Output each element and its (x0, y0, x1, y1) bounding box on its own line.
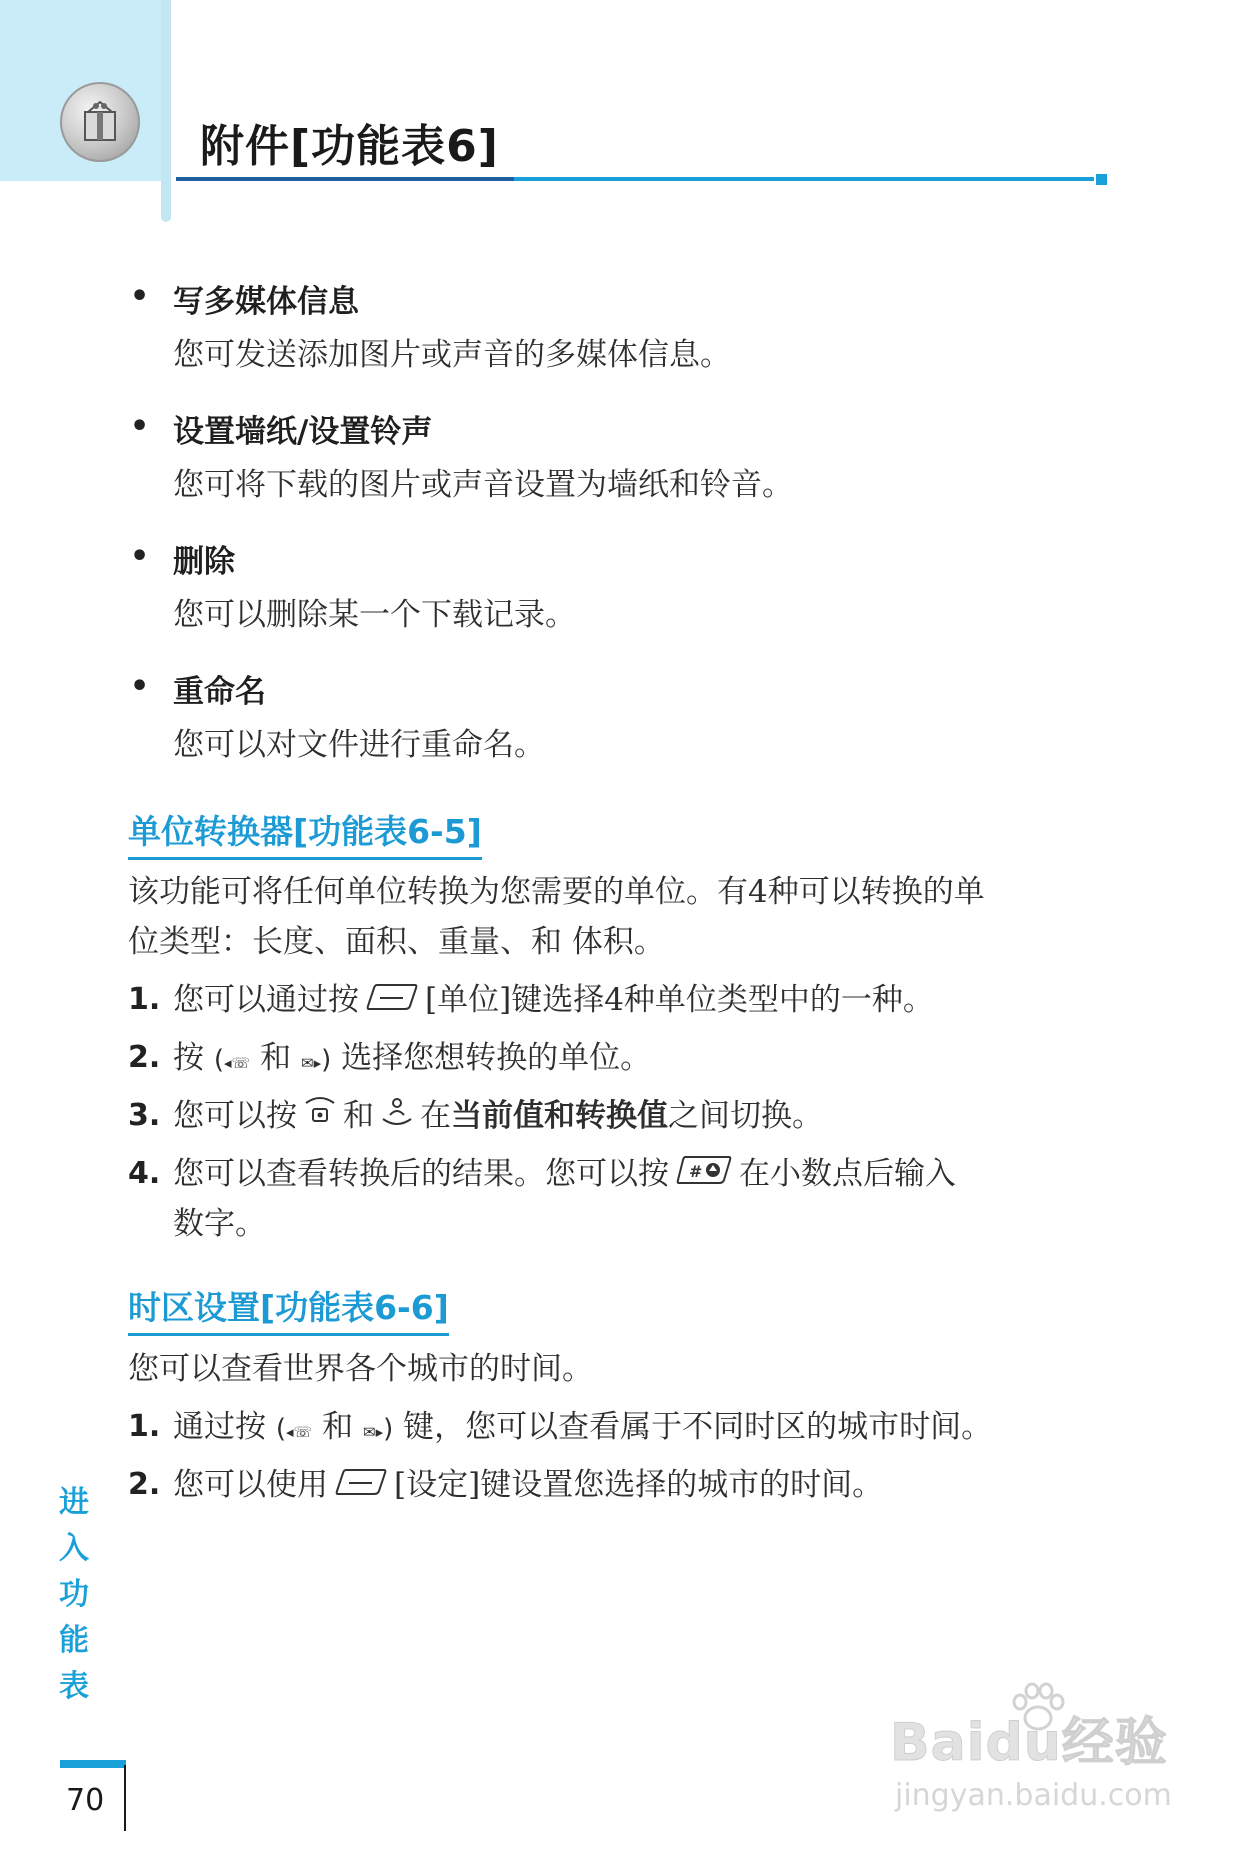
accessories-gift-icon (60, 82, 140, 162)
step-text: [设定]键设置您选择的城市的时间。 (394, 1467, 884, 1503)
bullet-icon: • (130, 539, 150, 574)
nav-up-phonebook-icon (303, 1093, 337, 1143)
intro-line: 位类型：长度、面积、重量、和 体积。 (128, 924, 665, 960)
step-text: 之间切换。 (668, 1098, 823, 1134)
time-zone-intro: 您可以查看世界各个城市的时间。 (128, 1351, 593, 1387)
step-text: 选择您想转换的单位。 (341, 1040, 652, 1076)
side-chapter-label: 进入功能表 (59, 1485, 89, 1704)
step-text: 您可以通过按 (173, 982, 359, 1018)
step-text: 在 (420, 1098, 451, 1134)
intro-line: 该功能可将任何单位转换为您需要的单位。有4种可以转换的单 (128, 874, 985, 910)
step-text: 键，您可以查看属于不同时区的城市时间。 (403, 1409, 993, 1445)
step-text-and: 和 (260, 1040, 292, 1076)
section-heading-time-zone: 时区设置[功能表6-6] (128, 1282, 449, 1336)
step-text: 您可以查看转换后的结果。您可以按 (173, 1156, 669, 1192)
list-item-title: 设置墙纸/设置铃声 (173, 414, 433, 450)
step-text: 您可以按 (173, 1098, 297, 1134)
nav-right-key-icon: ✉▸) (363, 1414, 394, 1444)
page-title: 附件[功能表6] (200, 121, 499, 172)
step-number: 1. (128, 1409, 161, 1444)
step-text: 通过按 (173, 1409, 266, 1445)
nav-left-key-icon: (◂☏ (213, 1045, 251, 1075)
step-text: 您可以使用 (173, 1467, 328, 1503)
page-number: 70 (66, 1783, 105, 1818)
list-item-description: 您可以删除某一个下载记录。 (173, 597, 576, 633)
left-soft-key-icon (334, 1463, 388, 1511)
nav-right-key-icon: ✉▸) (301, 1045, 332, 1075)
header-side-strip (161, 0, 171, 222)
title-underline-end-square (1096, 174, 1107, 185)
list-item-description: 您可以对文件进行重命名。 (173, 727, 545, 763)
bullet-icon: • (130, 669, 150, 704)
bullet-icon: • (130, 279, 150, 314)
step-number: 2. (128, 1467, 161, 1502)
list-item-description: 您可将下载的图片或声音设置为墙纸和铃音。 (173, 467, 793, 503)
step-number: 2. (128, 1040, 161, 1075)
page-number-bar (60, 1760, 126, 1768)
bullet-icon: • (130, 409, 150, 444)
step-text: 数字。 (173, 1205, 266, 1242)
unit-converter-intro (128, 867, 1088, 967)
nav-left-key-icon: (◂☏ (275, 1414, 313, 1444)
list-item-title: 删除 (173, 544, 235, 580)
step-text-bold: 当前值和转换值 (451, 1098, 668, 1134)
title-underline-accent (176, 177, 514, 181)
svg-text:#: # (689, 1161, 703, 1181)
step-text: [单位]键选择4种单位类型中的一种。 (425, 982, 934, 1018)
list-item-title: 重命名 (173, 674, 266, 710)
step-number: 3. (128, 1098, 161, 1133)
nav-down-profile-icon (380, 1093, 414, 1143)
list-item-title: 写多媒体信息 (173, 284, 359, 320)
step-text-and: 和 (343, 1098, 374, 1134)
step-number: 1. (128, 982, 161, 1017)
list-item-description: 您可发送添加图片或声音的多媒体信息。 (173, 337, 731, 373)
section-heading-unit-converter: 单位转换器[功能表6-5] (128, 806, 482, 860)
left-soft-key-icon (365, 978, 419, 1026)
page-number-divider (124, 1765, 126, 1831)
step-number: 4. (128, 1156, 161, 1191)
step-text: 按 (173, 1040, 204, 1076)
step-text-and: 和 (322, 1409, 354, 1445)
step-text: 在小数点后输入 (739, 1156, 956, 1192)
baidu-jingyan-watermark-logo: Baidu经验 (890, 1713, 1168, 1773)
watermark-url: jingyan.baidu.com (895, 1778, 1172, 1813)
hash-key-icon (675, 1152, 733, 1200)
